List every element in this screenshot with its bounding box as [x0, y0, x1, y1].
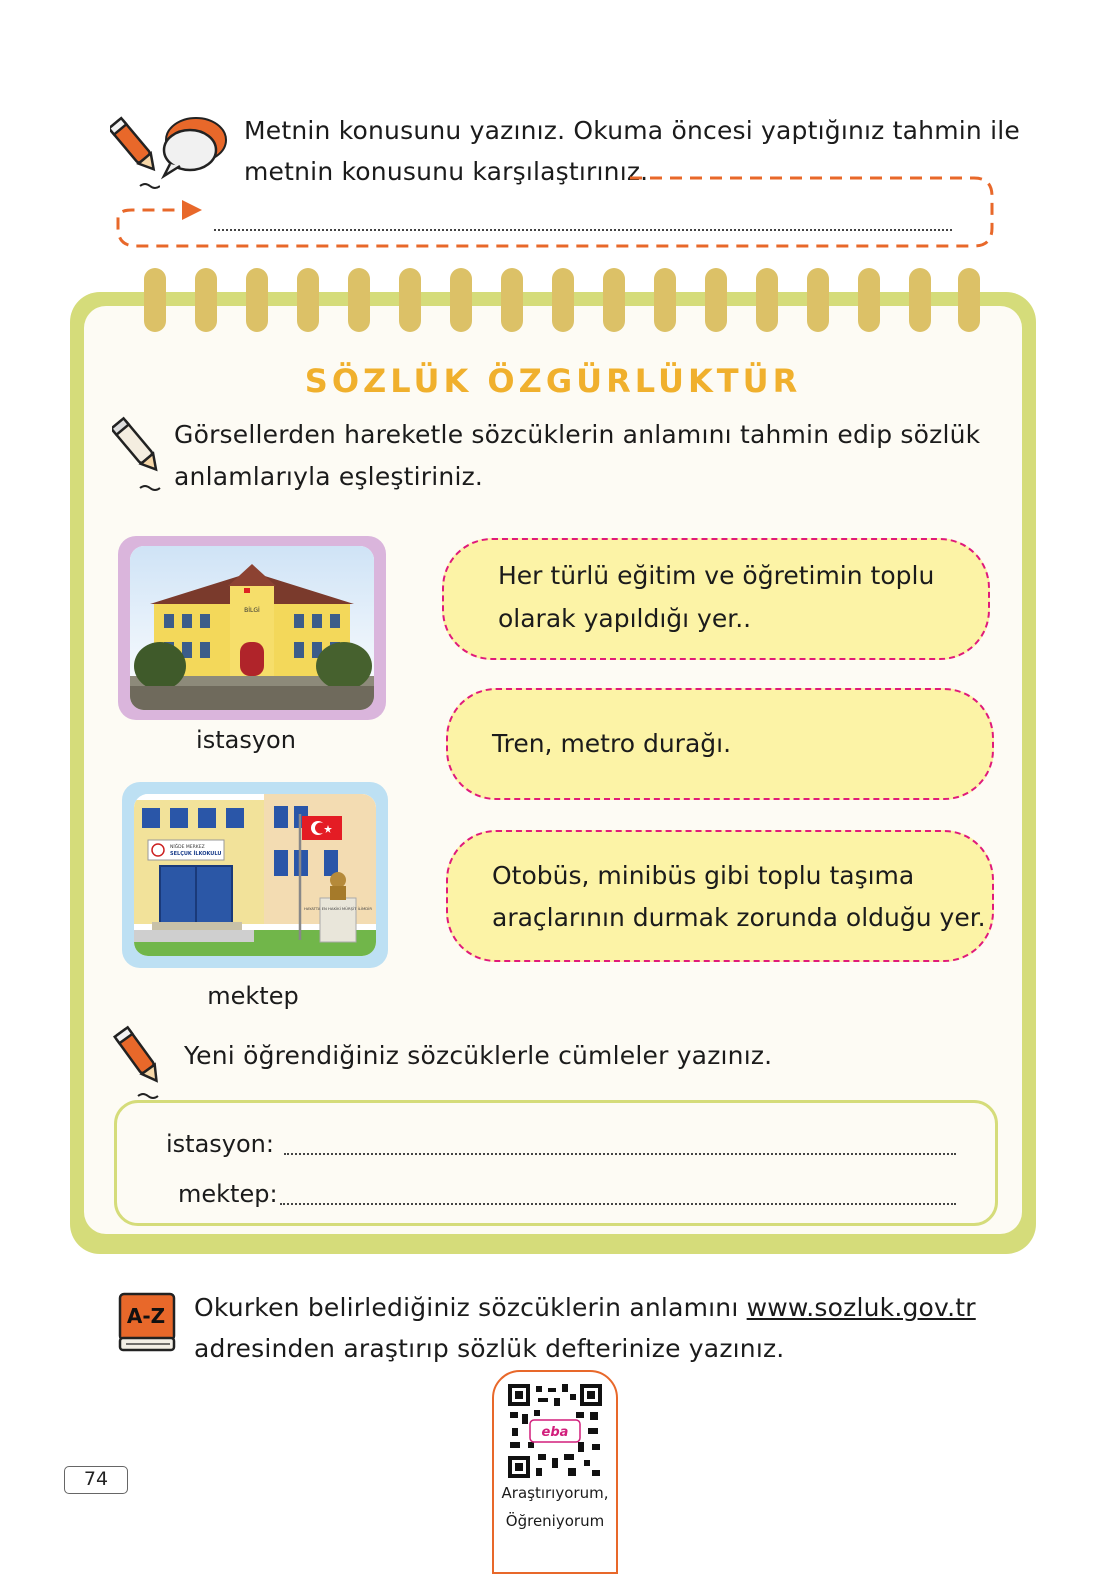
binder-ring [348, 268, 370, 332]
answer-track [112, 160, 996, 250]
definition-1-line1: Her türlü eğitim ve öğretimin toplu [498, 561, 935, 590]
definition-bubble-3[interactable] [446, 830, 994, 962]
binder-ring [297, 268, 319, 332]
binder-ring [909, 268, 931, 332]
qr-caption-line1: Araştırıyorum, [501, 1484, 609, 1502]
binder-ring [807, 268, 829, 332]
binder-ring [654, 268, 676, 332]
binder-ring [705, 268, 727, 332]
qr-card[interactable] [492, 1370, 618, 1574]
sentence-label-istasyon: istasyon: [166, 1130, 274, 1158]
definition-3-line2: araçlarının durmak zorunda olduğu yer. [492, 903, 986, 932]
dictionary-link[interactable]: www.sozluk.gov.tr [746, 1293, 976, 1322]
definition-2-line1: Tren, metro durağı. [492, 729, 732, 758]
task1-line1: Metnin konusunu yazınız. Okuma öncesi yaptığınız tahmin ile [244, 116, 1020, 145]
sentence-line-mektep[interactable] [280, 1202, 956, 1205]
binder-ring [958, 268, 980, 332]
answer-line[interactable] [214, 228, 952, 231]
page-number-box [64, 1466, 128, 1494]
binder-ring [195, 268, 217, 332]
definition-1-line2: olarak yapıldığı yer.. [498, 604, 752, 633]
section-title: SÖZLÜK ÖZGÜRLÜKTÜR [304, 362, 802, 400]
school-sign-line1: NİĞDE MERKEZ [170, 845, 205, 850]
task1-line2: metnin konusunu karşılaştırınız. [244, 157, 649, 186]
sentence-line-istasyon[interactable] [284, 1152, 956, 1155]
binder-ring [603, 268, 625, 332]
station-sign: BİLGİ [244, 607, 260, 614]
pencil-icon [112, 1024, 170, 1102]
page-number: 74 [83, 1468, 109, 1490]
eba-logo: eba [541, 1425, 569, 1440]
sentence-label-mektep: mektep: [178, 1180, 278, 1208]
word-label-istasyon: istasyon [196, 726, 296, 754]
qr-caption-line2: Öğreniyorum [505, 1512, 605, 1530]
binder-ring [144, 268, 166, 332]
footer-line1 [194, 1287, 976, 1329]
footer-line1-text: Okurken belirlediğiniz sözcüklerin anlamını [194, 1293, 739, 1322]
binder-ring [246, 268, 268, 332]
qr-code[interactable] [508, 1384, 602, 1478]
section-instruction-line1: Görsellerden hareketle sözcüklerin anlamını tahmin edip sözlük [174, 420, 981, 449]
binder-ring [450, 268, 472, 332]
station-photo [118, 536, 386, 720]
footer-line2: adresinden araştırıp sözlük defterinize yazınız. [194, 1334, 785, 1363]
pencil-icon [112, 412, 164, 494]
binder-ring [756, 268, 778, 332]
word-label-mektep: mektep [207, 982, 299, 1010]
section-instruction-line2: anlamlarıyla eşleştiriniz. [174, 462, 484, 491]
binder-ring [858, 268, 880, 332]
binder-ring [399, 268, 421, 332]
binder-ring [552, 268, 574, 332]
school-illustration [122, 782, 388, 968]
definition-3-line1: Otobüs, minibüs gibi toplu taşıma [492, 861, 915, 890]
sentence-instruction: Yeni öğrendiğiniz sözcüklerle cümleler yazınız. [184, 1041, 773, 1070]
binder-ring [501, 268, 523, 332]
school-sign-line2: SELÇUK İLKOKULU [170, 851, 222, 857]
definition-bubble-1[interactable] [442, 538, 990, 660]
definition-bubble-2[interactable] [446, 688, 994, 800]
statue-inscription: HAYATTA EN HAKİKİ MÜRŞİT İLİMDİR [304, 906, 372, 911]
az-label: A-Z [126, 1304, 166, 1328]
